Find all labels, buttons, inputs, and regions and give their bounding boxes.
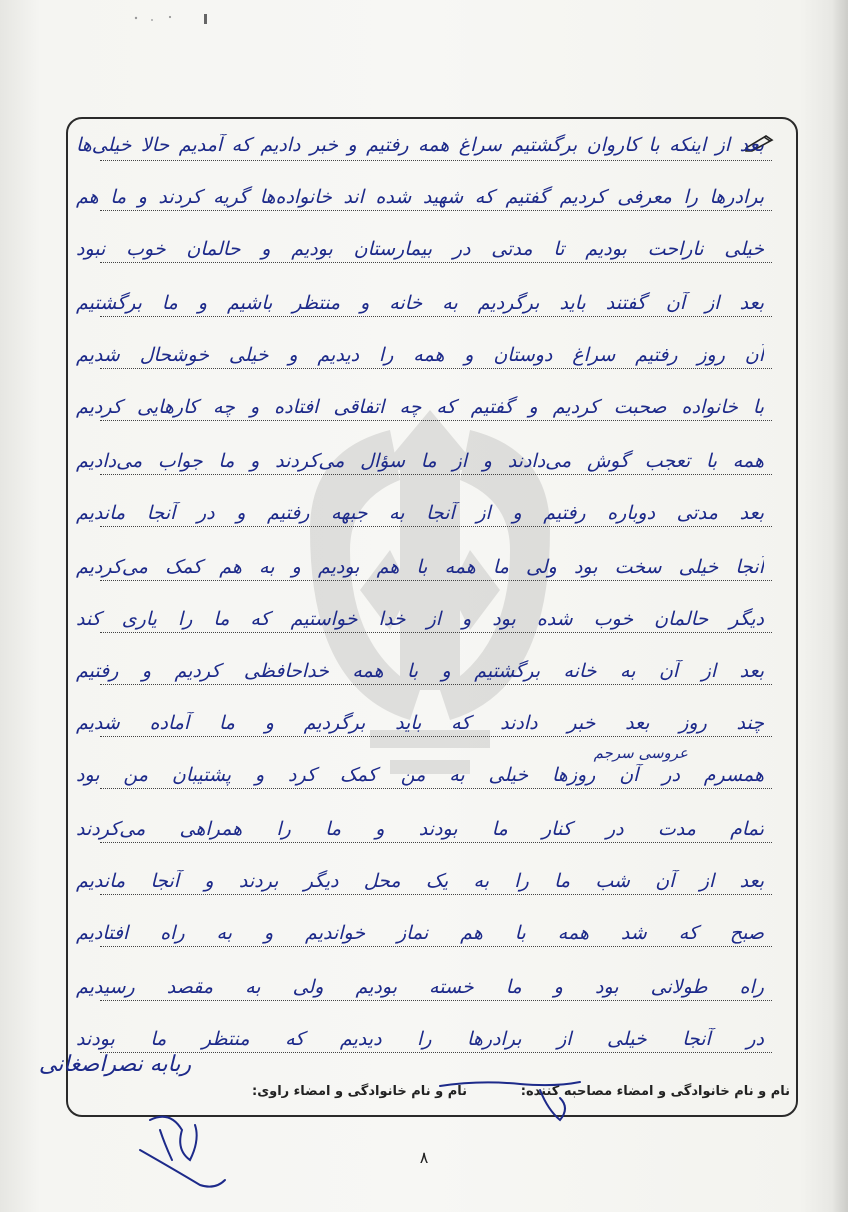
writing-rule <box>100 632 772 633</box>
scan-specks <box>130 10 250 30</box>
writing-rule <box>100 946 772 947</box>
narrator-name-handwritten: ربابه نصراصغانی <box>38 1052 192 1077</box>
handwritten-line: تمام مدت در کنار ما بودند و ما را همراهی می‌کردند <box>76 818 764 840</box>
writing-rule <box>100 420 772 421</box>
writing-rule <box>100 684 772 685</box>
handwritten-line: دیگر حالمان خوب شده بود و از خدا خواستیم که ما را یاری کند <box>76 608 764 630</box>
writing-rule <box>100 210 772 211</box>
handwritten-line: در آنجا خیلی از برادرها را دیدیم که منتظر ما بودند <box>76 1028 764 1050</box>
page-number: ۸ <box>419 1148 429 1167</box>
handwritten-line: راه طولانی بود و ما خسته بودیم ولی به مقصد رسیدیم <box>76 976 764 998</box>
handwritten-line: صبح که شد همه با هم نماز خواندیم و به راه افتادیم <box>76 922 764 944</box>
handwritten-line: آن روز رفتیم سراغ دوستان و همه را دیدیم و خیلی خوشحال شدیم <box>76 344 764 366</box>
handwritten-line: با خانواده صحبت کردیم و گفتیم که چه اتفاقی افتاده و چه کارهایی کردیم <box>76 396 764 418</box>
page-shadow-edge <box>832 0 848 1212</box>
handwritten-line: بعد از آن به خانه برگشتیم و با همه خداحافظی کردیم و رفتیم <box>76 660 764 682</box>
writing-rule <box>100 526 772 527</box>
handwritten-line: بعد مدتی دوباره رفتیم و از آنجا به جبهه رفتیم و در آنجا ماندیم <box>76 502 764 524</box>
writing-rule <box>100 788 772 789</box>
handwritten-line: همه با تعجب گوش می‌دادند و از ما سؤال می‌کردند و ما جواب می‌دادیم <box>76 450 764 472</box>
handwritten-line: بعد از آن شب ما را به یک محل دیگر بردند و آنجا ماندیم <box>76 870 764 892</box>
handwritten-line: خیلی ناراحت بودیم تا مدتی در بیمارستان بودیم و حالمان خوب نبود <box>76 238 764 260</box>
signature-row <box>90 1078 790 1108</box>
handwritten-line: بعد از آن گفتند باید برگردیم به خانه و منتظر باشیم و ما برگشتیم <box>76 292 764 314</box>
writing-rule <box>100 842 772 843</box>
handwritten-line: برادرها را معرفی کردیم گفتیم که شهید شده اند خانواده‌ها گریه کردند و ما هم <box>76 186 764 208</box>
marginal-note: عروسی سرجم <box>593 744 688 762</box>
writing-rule <box>100 368 772 369</box>
handwritten-line: آنجا خیلی سخت بود ولی ما همه با هم بودیم و به هم کمک می‌کردیم <box>76 556 764 578</box>
handwritten-line: همسرم در آن روزها خیلی به من کمک کرد و پشتیبان من بود <box>76 764 764 786</box>
writing-rule <box>100 894 772 895</box>
handwritten-line: بعد از اینکه با کاروان برگشتیم سراغ همه رفتیم و خبر دادیم که آمدیم حالا خیلی‌ها <box>76 134 764 156</box>
interviewer-signature-label: نام و نام خانوادگی و امضاء مصاحبه کننده: <box>520 1084 790 1099</box>
handwritten-line: چند روز بعد خبر دادند که باید برگردیم و ما آماده شدیم <box>76 712 764 734</box>
writing-rule <box>100 262 772 263</box>
writing-rule <box>100 474 772 475</box>
writing-rule <box>100 580 772 581</box>
writing-rule <box>100 1000 772 1001</box>
narrator-signature-label: نام و نام خانوادگی و امضاء راوی: <box>252 1084 467 1099</box>
writing-rule <box>100 736 772 737</box>
writing-rule <box>100 316 772 317</box>
writing-rule <box>100 160 772 161</box>
